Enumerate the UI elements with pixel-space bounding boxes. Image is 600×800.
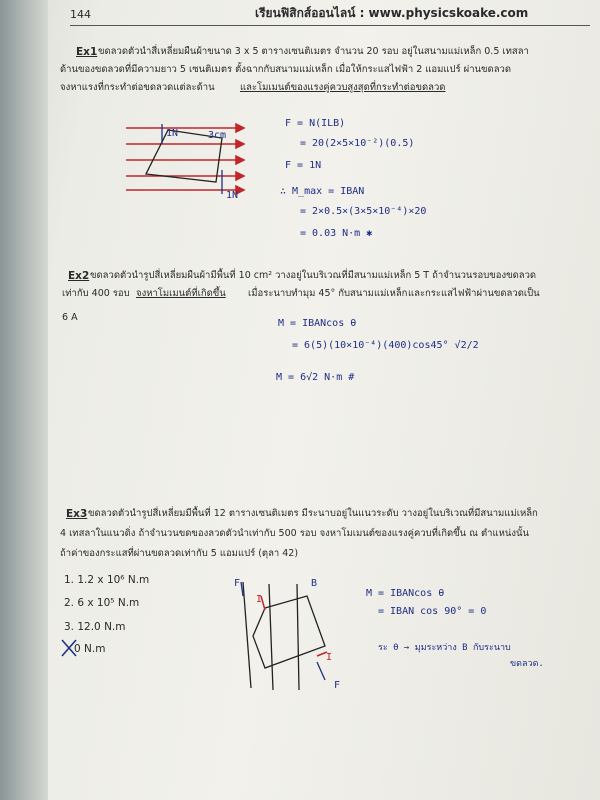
ex2-label: Ex2 [68,270,90,282]
ex3-choice-4: 0 N.m [74,643,106,655]
ex3-label-i-bottom: I [326,652,333,663]
ex2-line2a: เท่ากับ 400 รอบ [62,288,130,299]
ex3-label: Ex3 [66,508,88,520]
ex3-work-4: ขดลวด. [510,659,544,669]
ex1-label-1n-bottom: 1N [226,190,239,201]
ex3-work-1: M = IBANcos θ [366,588,445,599]
ex1-label: Ex1 [76,46,98,58]
ex3-label-b: B [311,578,318,589]
ex3-choice-3: 3. 12.0 N.m [64,621,126,633]
header-title: เรียนฟิสิกส์ออนไลน์ : www.physicskoake.com [255,6,529,20]
ex1-line3a: จงหาแรงที่กระทำต่อขดลวดแต่ละด้าน [60,82,215,93]
ex2-line2b: จงหาโมเมนต์ที่เกิดขึ้น [136,288,226,299]
ex1-line3b: และโมเมนต์ของแรงคู่ควบสูงสุดที่กระทำต่อขดลวด [240,82,446,93]
ex2-line2c: เมื่อระนาบทำมุม 45° กับสนามแม่เหล็ก [248,288,408,299]
ex1-line2: ด้านของขดลวดที่มีความยาว 5 เซนติเมตร ตั้งฉากกับสนามแม่เหล็ก เมื่อให้กระแสไฟฟ้า 2 แอมแปร์ ผ่านขดลวด [60,64,512,75]
ex2-line1: ขดลวดตัวนำรูปสี่เหลี่ยมผืนผ้ามีพื้นที่ 10 cm² วางอยู่ในบริเวณที่มีสนามแม่เหล็ก 5 T ถ้าจำนวนรอบของขดลวด [90,270,537,281]
ex3-label-f-top: F [234,578,241,589]
ex1-work-2: = 20(2×5×10⁻²)(0.5) [300,138,415,149]
ex1-work-4: ∴ M_max = IBAN [280,186,365,197]
ex1-work-3: F = 1N [285,160,322,171]
ex3-work-3: ระ θ → มุมระหว่าง B กับระนาบ [378,643,511,653]
page-header [70,8,590,26]
ex1-work-1: F = N(ILB) [285,118,346,129]
ex3-label-f-bottom: F [334,680,341,691]
ex3-work-2: = IBAN cos 90° = 0 [378,606,487,617]
ex2-work-2: = 6(5)(10×10⁻⁴)(400)cos45° √2/2 [292,340,479,351]
ex2-work-3: M = 6√2 N·m # [276,372,355,383]
ex3-line2: 4 เทสลาในแนวดิ่ง ถ้าจำนวนขดของลวดตัวนำเท่ากับ 500 รอบ จงหาโมเมนต์ของแรงคู่ควบที่เกิดขึ้น ณ ตำแหน่งนั้น [60,528,529,539]
ex2-line2d: และกระแสไฟฟ้าผ่านขดลวดเป็น [408,288,540,299]
ex1-work-6: = 0.03 N·m ✱ [300,228,373,239]
ex2-work-1: M = IBANcos θ [278,318,357,329]
ex1-label-1n-top: 1N [166,128,179,139]
ex3-selected-mark [58,636,84,662]
ex1-work-5: = 2×0.5×(3×5×10⁻⁴)×20 [300,206,427,217]
ex1-diagram [120,118,260,198]
ex3-label-i-top: I [256,594,263,605]
page-number: 144 [70,8,91,21]
ex3-choice-2: 2. 6 x 10⁵ N.m [64,597,140,609]
book-binding [0,0,48,800]
ex2-line3: 6 A [62,312,78,323]
ex3-line3: ถ้าค่าของกระแสที่ผ่านขดลวดเท่ากับ 5 แอมแปร์ (ตุลา 42) [60,548,299,559]
ex3-line1: ขดลวดตัวนำรูปสี่เหลี่ยมมีพื้นที่ 12 ตารางเซนติเมตร มีระนาบอยู่ในแนวระดับ วางอยู่ในบริเวณที่มีสนามแม่เหล็ก [88,508,538,519]
ex3-choice-1: 1. 1.2 x 10⁶ N.m [64,574,150,586]
header-rule [70,25,590,26]
ex1-label-3cm: 3cm [208,130,227,141]
ex1-line1: ขดลวดตัวนำสี่เหลี่ยมผืนผ้าขนาด 3 x 5 ตารางเซนติเมตร จำนวน 20 รอบ อยู่ในสนามแม่เหล็ก 0.5 เทสลา [98,46,529,57]
